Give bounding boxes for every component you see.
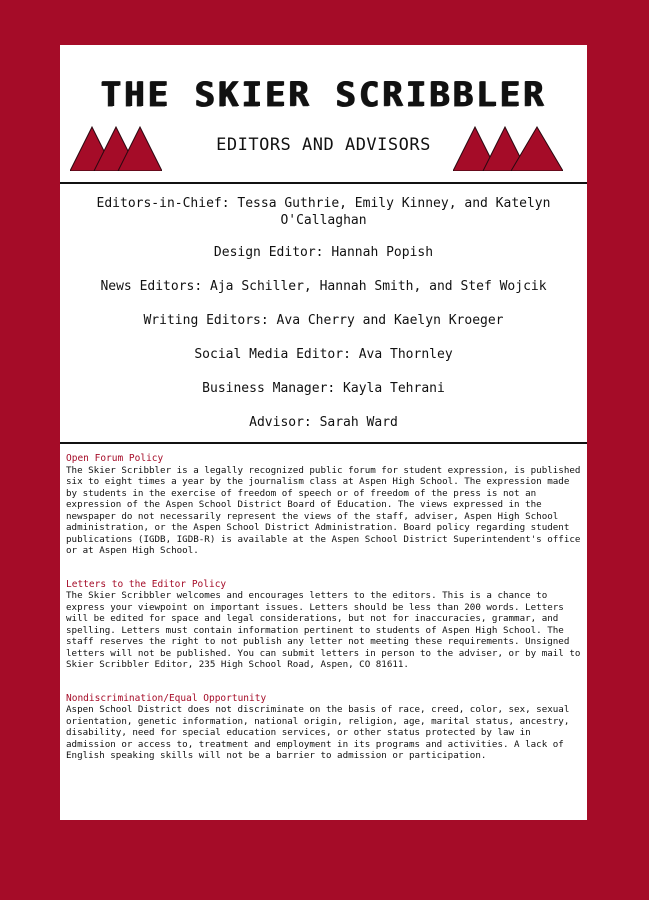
policy-heading: Open Forum Policy [66, 453, 164, 464]
business-manager: Business Manager: Kayla Tehrani [202, 381, 445, 396]
design-editor: Design Editor: Hannah Popish [213, 245, 434, 260]
page-sheet [60, 45, 587, 820]
divider-bottom [60, 442, 587, 444]
staff-list [60, 195, 587, 431]
mountain-peak-icon [511, 127, 563, 171]
mountain-logo-right [453, 125, 563, 171]
advisor: Advisor: Sarah Ward [249, 415, 398, 430]
policy-heading: Letters to the Editor Policy [66, 578, 227, 590]
editors-in-chief: Editors-in-Chief: Tessa Guthrie, Emily Kinney, and Katelyn O'Callaghan [96, 196, 551, 228]
news-editors: News Editors: Aja Schiller, Hannah Smith, and Stef Wojcik [100, 279, 547, 294]
policy-body: The Skier Scribbler is a legally recognized public forum for student expression, is published six to eight times a year by the journalism class at Aspen High School. The expression made by students in the exercise of freedom of speech or of freedom of the press is not an expression of the Aspen School District Board of Education. The views expressed in the newspaper do not necessarily represent the views of the staff, adviser, Aspen High School administration, or the Aspen School District Administration. Board policy regarding student publications (IGDB, IGDB-R) is available at the Aspen School District Superintendent's office or at Aspen High School. [66, 464, 581, 556]
nondiscrimination-policy [66, 693, 584, 762]
letters-policy [66, 579, 584, 671]
masthead [60, 45, 587, 182]
divider-top [60, 182, 587, 184]
policy-body: The Skier Scribbler welcomes and encourages letters to the editors. This is a chance to express your viewpoint on important issues. Letters should be less than 200 words. Letters will be edited for space and legal considerations, but not for inaccuracies, grammar, and spelling. Letters must contain information pertinent to students of Aspen High School. The staff reserves the right to not publish any letter not meeting these requirements. Unsigned letters will not be published. You can submit letters in person to the adviser, or by mail to Skier Scribbler Editor, 235 High School Road, Aspen, CO 81611. [66, 590, 581, 670]
newspaper-title: THE SKIER SCRIBBLER [100, 75, 547, 115]
writing-editors: Writing Editors: Ava Cherry and Kaelyn Kroeger [143, 313, 504, 328]
policies-section [66, 453, 584, 762]
page-subtitle: EDITORS AND ADVISORS [216, 135, 431, 155]
policy-heading: Nondiscrimination/Equal Opportunity [66, 692, 267, 704]
open-forum-policy [66, 453, 584, 557]
policy-body: Aspen School District does not discriminate on the basis of race, creed, color, sex, sexual orientation, genetic information, national origin, religion, age, marital status, ancestry, disability, need for special education services, or other status protected by law in admission or access to, treatment and employment in its programs and activities. A lack of English speaking skills will not be a barrier to admission or participation. [66, 704, 570, 761]
social-media-editor: Social Media Editor: Ava Thornley [194, 347, 453, 362]
